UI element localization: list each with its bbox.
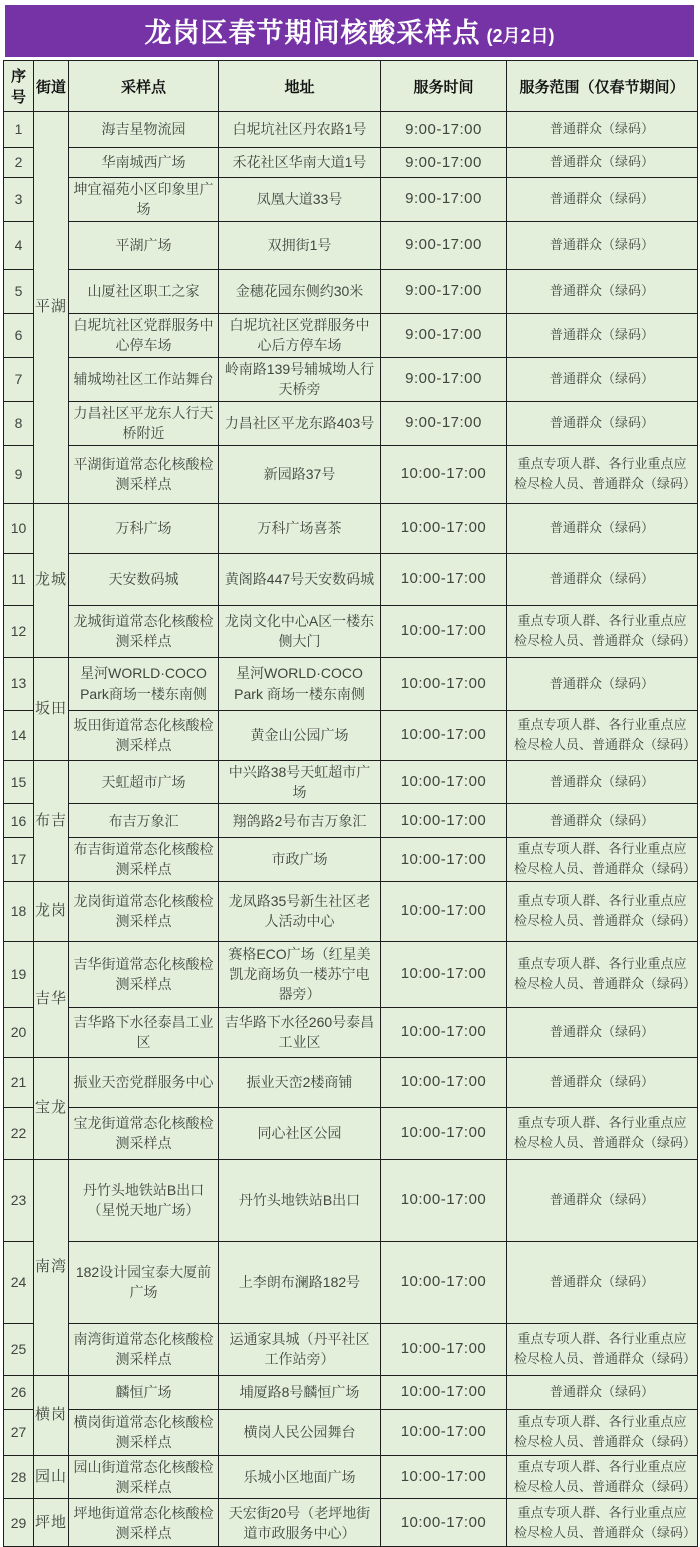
- cell-scope: 重点专项人群、各行业重点应检尽检人员、普通群众（绿码）: [507, 941, 698, 1007]
- table-row: [4, 148, 698, 178]
- cell-time: 10:00-17:00: [381, 1007, 507, 1057]
- table-row: [4, 605, 698, 657]
- cell-site: 华南城西广场: [69, 148, 219, 178]
- cell-site: 布吉街道常态化核酸检测采样点: [69, 838, 219, 882]
- cell-index: 11: [4, 553, 34, 605]
- cell-site: 龙岗街道常态化核酸检测采样点: [69, 881, 219, 941]
- cell-index: 20: [4, 1007, 34, 1057]
- cell-time: 10:00-17:00: [381, 1455, 507, 1499]
- cell-address: 新园路37号: [219, 445, 381, 503]
- cell-site: 园山街道常态化核酸检测采样点: [69, 1455, 219, 1499]
- table-row: [4, 401, 698, 445]
- table-row: [4, 112, 698, 148]
- cell-site: 海吉星物流园: [69, 112, 219, 148]
- cell-index: 10: [4, 503, 34, 553]
- cell-street: 布吉: [34, 760, 69, 881]
- cell-scope: 普通群众（绿码）: [507, 1375, 698, 1409]
- cell-site: 平湖街道常态化核酸检测采样点: [69, 445, 219, 503]
- cell-time: 9:00-17:00: [381, 178, 507, 222]
- table-row: [4, 838, 698, 882]
- title-band: [5, 5, 694, 57]
- table-row: [4, 941, 698, 1007]
- cell-address: 龙岗文化中心A区一楼东侧大门: [219, 605, 381, 657]
- cell-scope: 重点专项人群、各行业重点应检尽检人员、普通群众（绿码）: [507, 605, 698, 657]
- cell-site: 龙城街道常态化核酸检测采样点: [69, 605, 219, 657]
- table-row: [4, 804, 698, 838]
- cell-index: 23: [4, 1159, 34, 1241]
- cell-scope: 普通群众（绿码）: [507, 401, 698, 445]
- table-row: [4, 313, 698, 357]
- cell-address: 黄金山公园广场: [219, 710, 381, 760]
- table-row: [4, 1455, 698, 1499]
- col-scope: 服务范围（仅春节期间）: [507, 61, 698, 112]
- cell-time: 10:00-17:00: [381, 553, 507, 605]
- cell-address: 振业天峦2楼商铺: [219, 1057, 381, 1107]
- cell-time: 9:00-17:00: [381, 269, 507, 313]
- cell-site: 坪地街道常态化核酸检测采样点: [69, 1499, 219, 1547]
- cell-address: 万科广场喜茶: [219, 503, 381, 553]
- cell-index: 17: [4, 838, 34, 882]
- page: [0, 5, 700, 1547]
- sampling-points-table: [3, 60, 698, 1547]
- cell-scope: 重点专项人群、各行业重点应检尽检人员、普通群众（绿码）: [507, 1455, 698, 1499]
- cell-site: 星河WORLD·COCO Park商场一楼东南侧: [69, 657, 219, 710]
- cell-time: 10:00-17:00: [381, 1057, 507, 1107]
- cell-address: 白坭坑社区党群服务中心后方停车场: [219, 313, 381, 357]
- cell-scope: 普通群众（绿码）: [507, 148, 698, 178]
- cell-time: 9:00-17:00: [381, 112, 507, 148]
- page-title-date: (2月2日): [486, 26, 555, 46]
- table-row: [4, 1323, 698, 1375]
- table-row: [4, 1057, 698, 1107]
- cell-scope: 重点专项人群、各行业重点应检尽检人员、普通群众（绿码）: [507, 1409, 698, 1455]
- cell-time: 10:00-17:00: [381, 1499, 507, 1547]
- cell-time: 10:00-17:00: [381, 838, 507, 882]
- cell-address: 丹竹头地铁站B出口: [219, 1159, 381, 1241]
- cell-site: 万科广场: [69, 503, 219, 553]
- col-street: 街道: [34, 61, 69, 112]
- cell-scope: 普通群众（绿码）: [507, 221, 698, 269]
- table-row: [4, 357, 698, 401]
- cell-address: 凤凰大道33号: [219, 178, 381, 222]
- cell-time: 10:00-17:00: [381, 503, 507, 553]
- cell-scope: 重点专项人群、各行业重点应检尽检人员、普通群众（绿码）: [507, 1107, 698, 1159]
- cell-site: 宝龙街道常态化核酸检测采样点: [69, 1107, 219, 1159]
- cell-time: 10:00-17:00: [381, 605, 507, 657]
- cell-index: 22: [4, 1107, 34, 1159]
- table-row: [4, 1375, 698, 1409]
- cell-scope: 重点专项人群、各行业重点应检尽检人员、普通群众（绿码）: [507, 881, 698, 941]
- cell-site: 丹竹头地铁站B出口（星悦天地广场）: [69, 1159, 219, 1241]
- cell-index: 7: [4, 357, 34, 401]
- cell-address: 上李朗布澜路182号: [219, 1241, 381, 1323]
- cell-time: 10:00-17:00: [381, 804, 507, 838]
- table-row: [4, 178, 698, 222]
- cell-scope: 普通群众（绿码）: [507, 503, 698, 553]
- cell-address: 龙凤路35号新生社区老人活动中心: [219, 881, 381, 941]
- cell-street: 龙城: [34, 503, 69, 657]
- cell-site: 山厦社区职工之家: [69, 269, 219, 313]
- cell-address: 翔鸽路2号布吉万象汇: [219, 804, 381, 838]
- cell-index: 9: [4, 445, 34, 503]
- table-row: [4, 503, 698, 553]
- cell-index: 4: [4, 221, 34, 269]
- cell-street: 南湾: [34, 1159, 69, 1375]
- cell-index: 27: [4, 1409, 34, 1455]
- table-row: [4, 760, 698, 804]
- table-row: [4, 1107, 698, 1159]
- cell-street: 平湖: [34, 112, 69, 504]
- col-time: 服务时间: [381, 61, 507, 112]
- cell-time: 9:00-17:00: [381, 313, 507, 357]
- table-row: [4, 1499, 698, 1547]
- cell-street: 宝龙: [34, 1057, 69, 1159]
- cell-address: 黄阁路447号天安数码城: [219, 553, 381, 605]
- table-row: [4, 221, 698, 269]
- table-row: [4, 445, 698, 503]
- cell-index: 3: [4, 178, 34, 222]
- cell-index: 25: [4, 1323, 34, 1375]
- header-row: [4, 61, 698, 112]
- cell-address: 横岗人民公园舞台: [219, 1409, 381, 1455]
- cell-scope: 普通群众（绿码）: [507, 1241, 698, 1323]
- cell-site: 南湾街道常态化核酸检测采样点: [69, 1323, 219, 1375]
- cell-index: 24: [4, 1241, 34, 1323]
- cell-index: 8: [4, 401, 34, 445]
- cell-address: 市政广场: [219, 838, 381, 882]
- table-row: [4, 881, 698, 941]
- cell-address: 金穗花园东侧约30米: [219, 269, 381, 313]
- cell-address: 禾花社区华南大道1号: [219, 148, 381, 178]
- cell-street: 吉华: [34, 941, 69, 1057]
- cell-site: 吉华街道常态化核酸检测采样点: [69, 941, 219, 1007]
- cell-address: 中兴路38号天虹超市广场: [219, 760, 381, 804]
- page-title: 龙岗区春节期间核酸采样点: [144, 18, 481, 48]
- cell-time: 10:00-17:00: [381, 1375, 507, 1409]
- cell-street: 龙岗: [34, 881, 69, 941]
- cell-site: 辅城坳社区工作站舞台: [69, 357, 219, 401]
- cell-site: 坤宜福苑小区印象里广场: [69, 178, 219, 222]
- cell-site: 力昌社区平龙东人行天桥附近: [69, 401, 219, 445]
- table-body: [4, 112, 698, 1547]
- cell-address: 白坭坑社区丹农路1号: [219, 112, 381, 148]
- cell-time: 9:00-17:00: [381, 148, 507, 178]
- table-row: [4, 553, 698, 605]
- cell-scope: 普通群众（绿码）: [507, 178, 698, 222]
- table-row: [4, 1409, 698, 1455]
- cell-site: 天安数码城: [69, 553, 219, 605]
- cell-site: 振业天峦党群服务中心: [69, 1057, 219, 1107]
- cell-index: 15: [4, 760, 34, 804]
- cell-address: 双拥街1号: [219, 221, 381, 269]
- cell-address: 天宏街20号（老坪地街道市政服务中心）: [219, 1499, 381, 1547]
- cell-time: 10:00-17:00: [381, 1323, 507, 1375]
- cell-index: 18: [4, 881, 34, 941]
- table-row: [4, 1241, 698, 1323]
- cell-street: 园山: [34, 1455, 69, 1499]
- cell-address: 同心社区公园: [219, 1107, 381, 1159]
- cell-scope: 普通群众（绿码）: [507, 804, 698, 838]
- cell-site: 182设计园宝泰大厦前广场: [69, 1241, 219, 1323]
- cell-index: 26: [4, 1375, 34, 1409]
- cell-street: 横岗: [34, 1375, 69, 1455]
- cell-scope: 普通群众（绿码）: [507, 657, 698, 710]
- cell-site: 坂田街道常态化核酸检测采样点: [69, 710, 219, 760]
- cell-index: 21: [4, 1057, 34, 1107]
- cell-scope: 普通群众（绿码）: [507, 1057, 698, 1107]
- cell-index: 5: [4, 269, 34, 313]
- cell-site: 白坭坑社区党群服务中心停车场: [69, 313, 219, 357]
- cell-scope: 普通群众（绿码）: [507, 553, 698, 605]
- cell-time: 10:00-17:00: [381, 941, 507, 1007]
- cell-time: 9:00-17:00: [381, 357, 507, 401]
- cell-time: 9:00-17:00: [381, 401, 507, 445]
- cell-address: 星河WORLD·COCO Park 商场一楼东南侧: [219, 657, 381, 710]
- cell-time: 10:00-17:00: [381, 1241, 507, 1323]
- cell-index: 2: [4, 148, 34, 178]
- cell-time: 10:00-17:00: [381, 445, 507, 503]
- cell-time: 10:00-17:00: [381, 881, 507, 941]
- col-address: 地址: [219, 61, 381, 112]
- cell-index: 14: [4, 710, 34, 760]
- cell-street: 坂田: [34, 657, 69, 760]
- cell-time: 10:00-17:00: [381, 710, 507, 760]
- cell-index: 16: [4, 804, 34, 838]
- cell-index: 13: [4, 657, 34, 710]
- cell-time: 10:00-17:00: [381, 760, 507, 804]
- table-row: [4, 1007, 698, 1057]
- cell-address: 埔厦路8号麟恒广场: [219, 1375, 381, 1409]
- cell-scope: 重点专项人群、各行业重点应检尽检人员、普通群众（绿码）: [507, 1499, 698, 1547]
- cell-index: 1: [4, 112, 34, 148]
- cell-address: 岭南路139号辅城坳人行天桥旁: [219, 357, 381, 401]
- cell-scope: 普通群众（绿码）: [507, 112, 698, 148]
- cell-index: 28: [4, 1455, 34, 1499]
- cell-index: 19: [4, 941, 34, 1007]
- cell-scope: 普通群众（绿码）: [507, 269, 698, 313]
- cell-index: 12: [4, 605, 34, 657]
- cell-scope: 重点专项人群、各行业重点应检尽检人员、普通群众（绿码）: [507, 1323, 698, 1375]
- cell-address: 乐城小区地面广场: [219, 1455, 381, 1499]
- cell-time: 10:00-17:00: [381, 657, 507, 710]
- cell-site: 平湖广场: [69, 221, 219, 269]
- cell-time: 10:00-17:00: [381, 1409, 507, 1455]
- cell-street: 坪地: [34, 1499, 69, 1547]
- cell-site: 天虹超市广场: [69, 760, 219, 804]
- table-row: [4, 657, 698, 710]
- cell-scope: 重点专项人群、各行业重点应检尽检人员、普通群众（绿码）: [507, 838, 698, 882]
- cell-time: 10:00-17:00: [381, 1159, 507, 1241]
- cell-scope: 普通群众（绿码）: [507, 760, 698, 804]
- cell-scope: 普通群众（绿码）: [507, 357, 698, 401]
- cell-site: 麟恒广场: [69, 1375, 219, 1409]
- cell-site: 吉华路下水径泰昌工业区: [69, 1007, 219, 1057]
- cell-address: 运通家具城（丹平社区工作站旁）: [219, 1323, 381, 1375]
- table-row: [4, 1159, 698, 1241]
- cell-site: 布吉万象汇: [69, 804, 219, 838]
- cell-time: 9:00-17:00: [381, 221, 507, 269]
- table-row: [4, 710, 698, 760]
- table-row: [4, 269, 698, 313]
- cell-site: 横岗街道常态化核酸检测采样点: [69, 1409, 219, 1455]
- cell-address: 赛格ECO广场（红星美凯龙商场负一楼苏宁电器旁）: [219, 941, 381, 1007]
- cell-scope: 重点专项人群、各行业重点应检尽检人员、普通群众（绿码）: [507, 710, 698, 760]
- cell-scope: 普通群众（绿码）: [507, 1159, 698, 1241]
- cell-address: 力昌社区平龙东路403号: [219, 401, 381, 445]
- col-index: 序号: [4, 61, 34, 112]
- col-site: 采样点: [69, 61, 219, 112]
- cell-index: 29: [4, 1499, 34, 1547]
- cell-scope: 普通群众（绿码）: [507, 1007, 698, 1057]
- cell-scope: 普通群众（绿码）: [507, 313, 698, 357]
- cell-time: 10:00-17:00: [381, 1107, 507, 1159]
- cell-scope: 重点专项人群、各行业重点应检尽检人员、普通群众（绿码）: [507, 445, 698, 503]
- cell-address: 吉华路下水径260号泰昌工业区: [219, 1007, 381, 1057]
- cell-index: 6: [4, 313, 34, 357]
